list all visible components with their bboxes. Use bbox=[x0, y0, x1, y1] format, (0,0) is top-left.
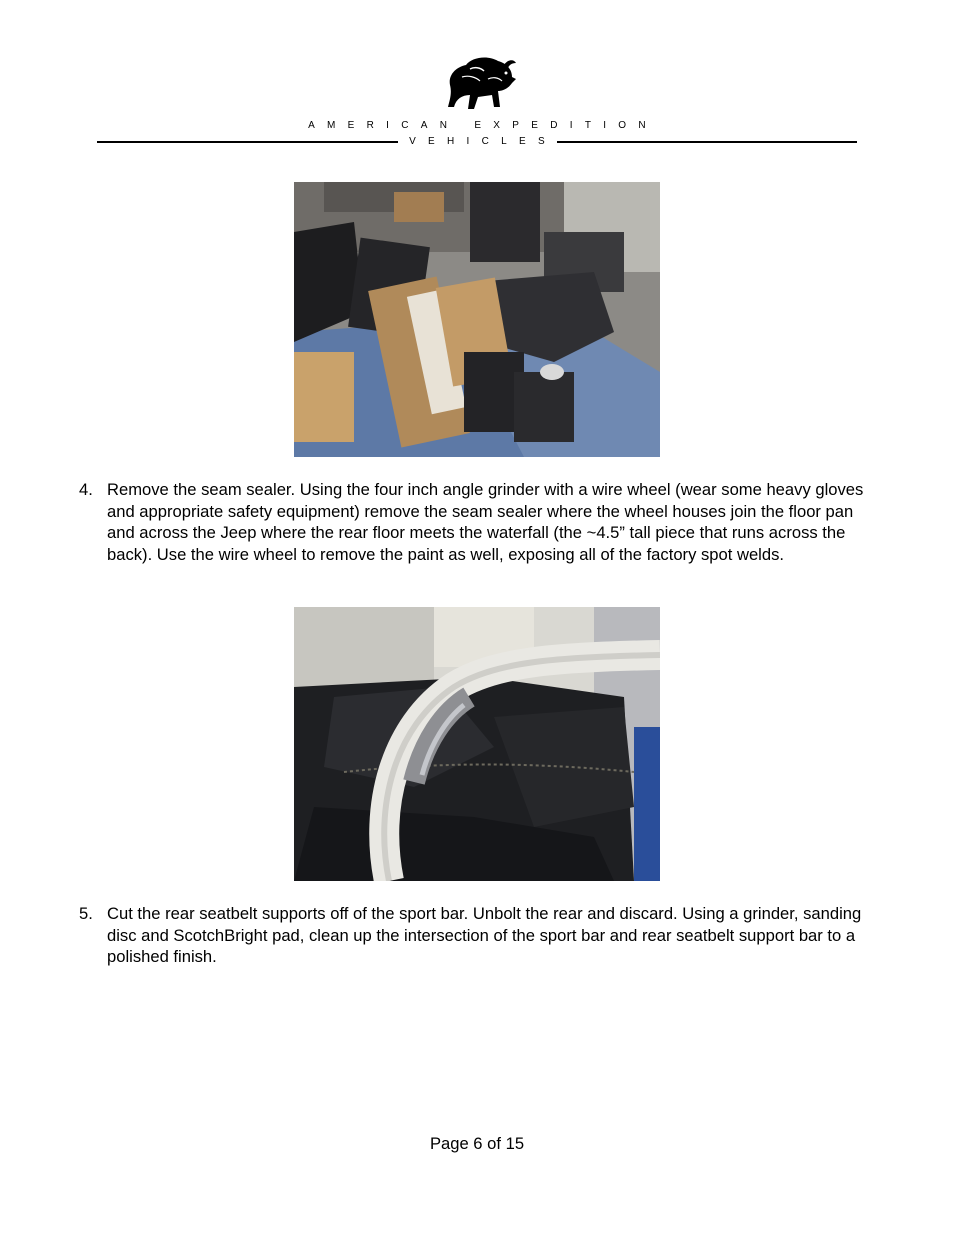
brand-name-line2: VEHICLES bbox=[409, 136, 557, 147]
photo-removed-interior-parts bbox=[294, 182, 660, 457]
header-rule-right bbox=[557, 141, 857, 143]
step-number: 5. bbox=[79, 904, 93, 923]
instruction-step-5 bbox=[79, 903, 869, 968]
step-number: 4. bbox=[79, 480, 93, 499]
bison-icon bbox=[442, 55, 520, 111]
step-text: Cut the rear seatbelt supports off of the sport bar. Unbolt the rear and discard. Using a grinder, sanding disc and ScotchBright pad, clean up the intersection of the sport bar and rear seatbelt support bar to a polished finish. bbox=[107, 904, 862, 967]
instruction-step-4 bbox=[79, 479, 869, 565]
photo-sport-bar-seatbelt-support bbox=[294, 607, 660, 881]
step-text: Remove the seam sealer. Using the four inch angle grinder with a wire wheel (wear some heavy gloves and appropriate safety equipment) remove the seam sealer where the wheel houses join the floor pan and across the Jeep where the rear floor meets the waterfall (the ~4.5” tall piece that runs across the back). Use the wire wheel to remove the paint as well, exposing all of the factory spot welds. bbox=[107, 480, 864, 564]
brand-name-line1: AMERICAN EXPEDITION bbox=[308, 120, 658, 131]
page-number: Page 6 of 15 bbox=[429, 1134, 525, 1153]
